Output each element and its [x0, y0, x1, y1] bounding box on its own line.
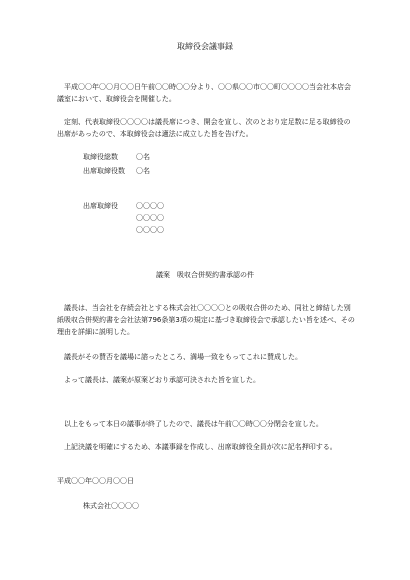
total-directors-label: 取締役総数 [83, 153, 118, 161]
resolution-paragraph: よって議長は、議案が原案どおり承認可決された旨を宣した。 [57, 376, 260, 384]
intro-paragraph: 平成〇〇年〇〇月〇〇日午前〇〇時〇〇分より、〇〇県〇〇市〇〇町〇〇〇〇当会社本店会議室において、取締役会を開催した。 [57, 83, 351, 103]
quorum-paragraph: 定刻、代表取締役〇〇〇〇は議長席につき、開会を宣し、次のとおり定足数に足る取締役の出席があったので、本取締役会は適法に成立した旨を告げた。 [57, 118, 351, 138]
signature-paragraph: 上記決議を明確にするため、本議事録を作成し、出席取締役全員が次に記名押印する。 [57, 443, 337, 451]
company-name: 株式会社〇〇〇〇 [83, 502, 139, 510]
attendee-name: 〇〇〇〇 [136, 226, 164, 234]
agenda-title: 議案 吸収合併契約書承認の件 [156, 271, 254, 279]
present-directors-value: 〇名 [136, 167, 150, 175]
document-date: 平成〇〇年〇〇月〇〇日 [57, 477, 134, 485]
attendees-label: 出席取締役 [83, 202, 118, 210]
attendee-name: 〇〇〇〇 [136, 214, 164, 222]
present-directors-label: 出席取締役数 [83, 167, 125, 175]
closing-paragraph: 以上をもって本日の議事が終了したので、議長は午前〇〇時〇〇分閉会を宣した。 [57, 420, 323, 428]
total-directors-value: 〇名 [136, 153, 150, 161]
attendee-name: 〇〇〇〇 [136, 202, 164, 210]
proposal-paragraph: 議長は、当会社を存続会社とする株式会社〇〇〇〇との吸収合併のため、同社と締結した別紙吸収合併契約書を会社法第796条第3項の規定に基づき取締役会で承認したい旨を述べ、その理由を詳細に説明した。 [57, 304, 355, 336]
deliberation-paragraph: 議長がその賛否を議場に諮ったところ、満場一致をもってこれに賛成した。 [57, 353, 302, 361]
document-title: 取締役会議事録 [177, 42, 233, 51]
